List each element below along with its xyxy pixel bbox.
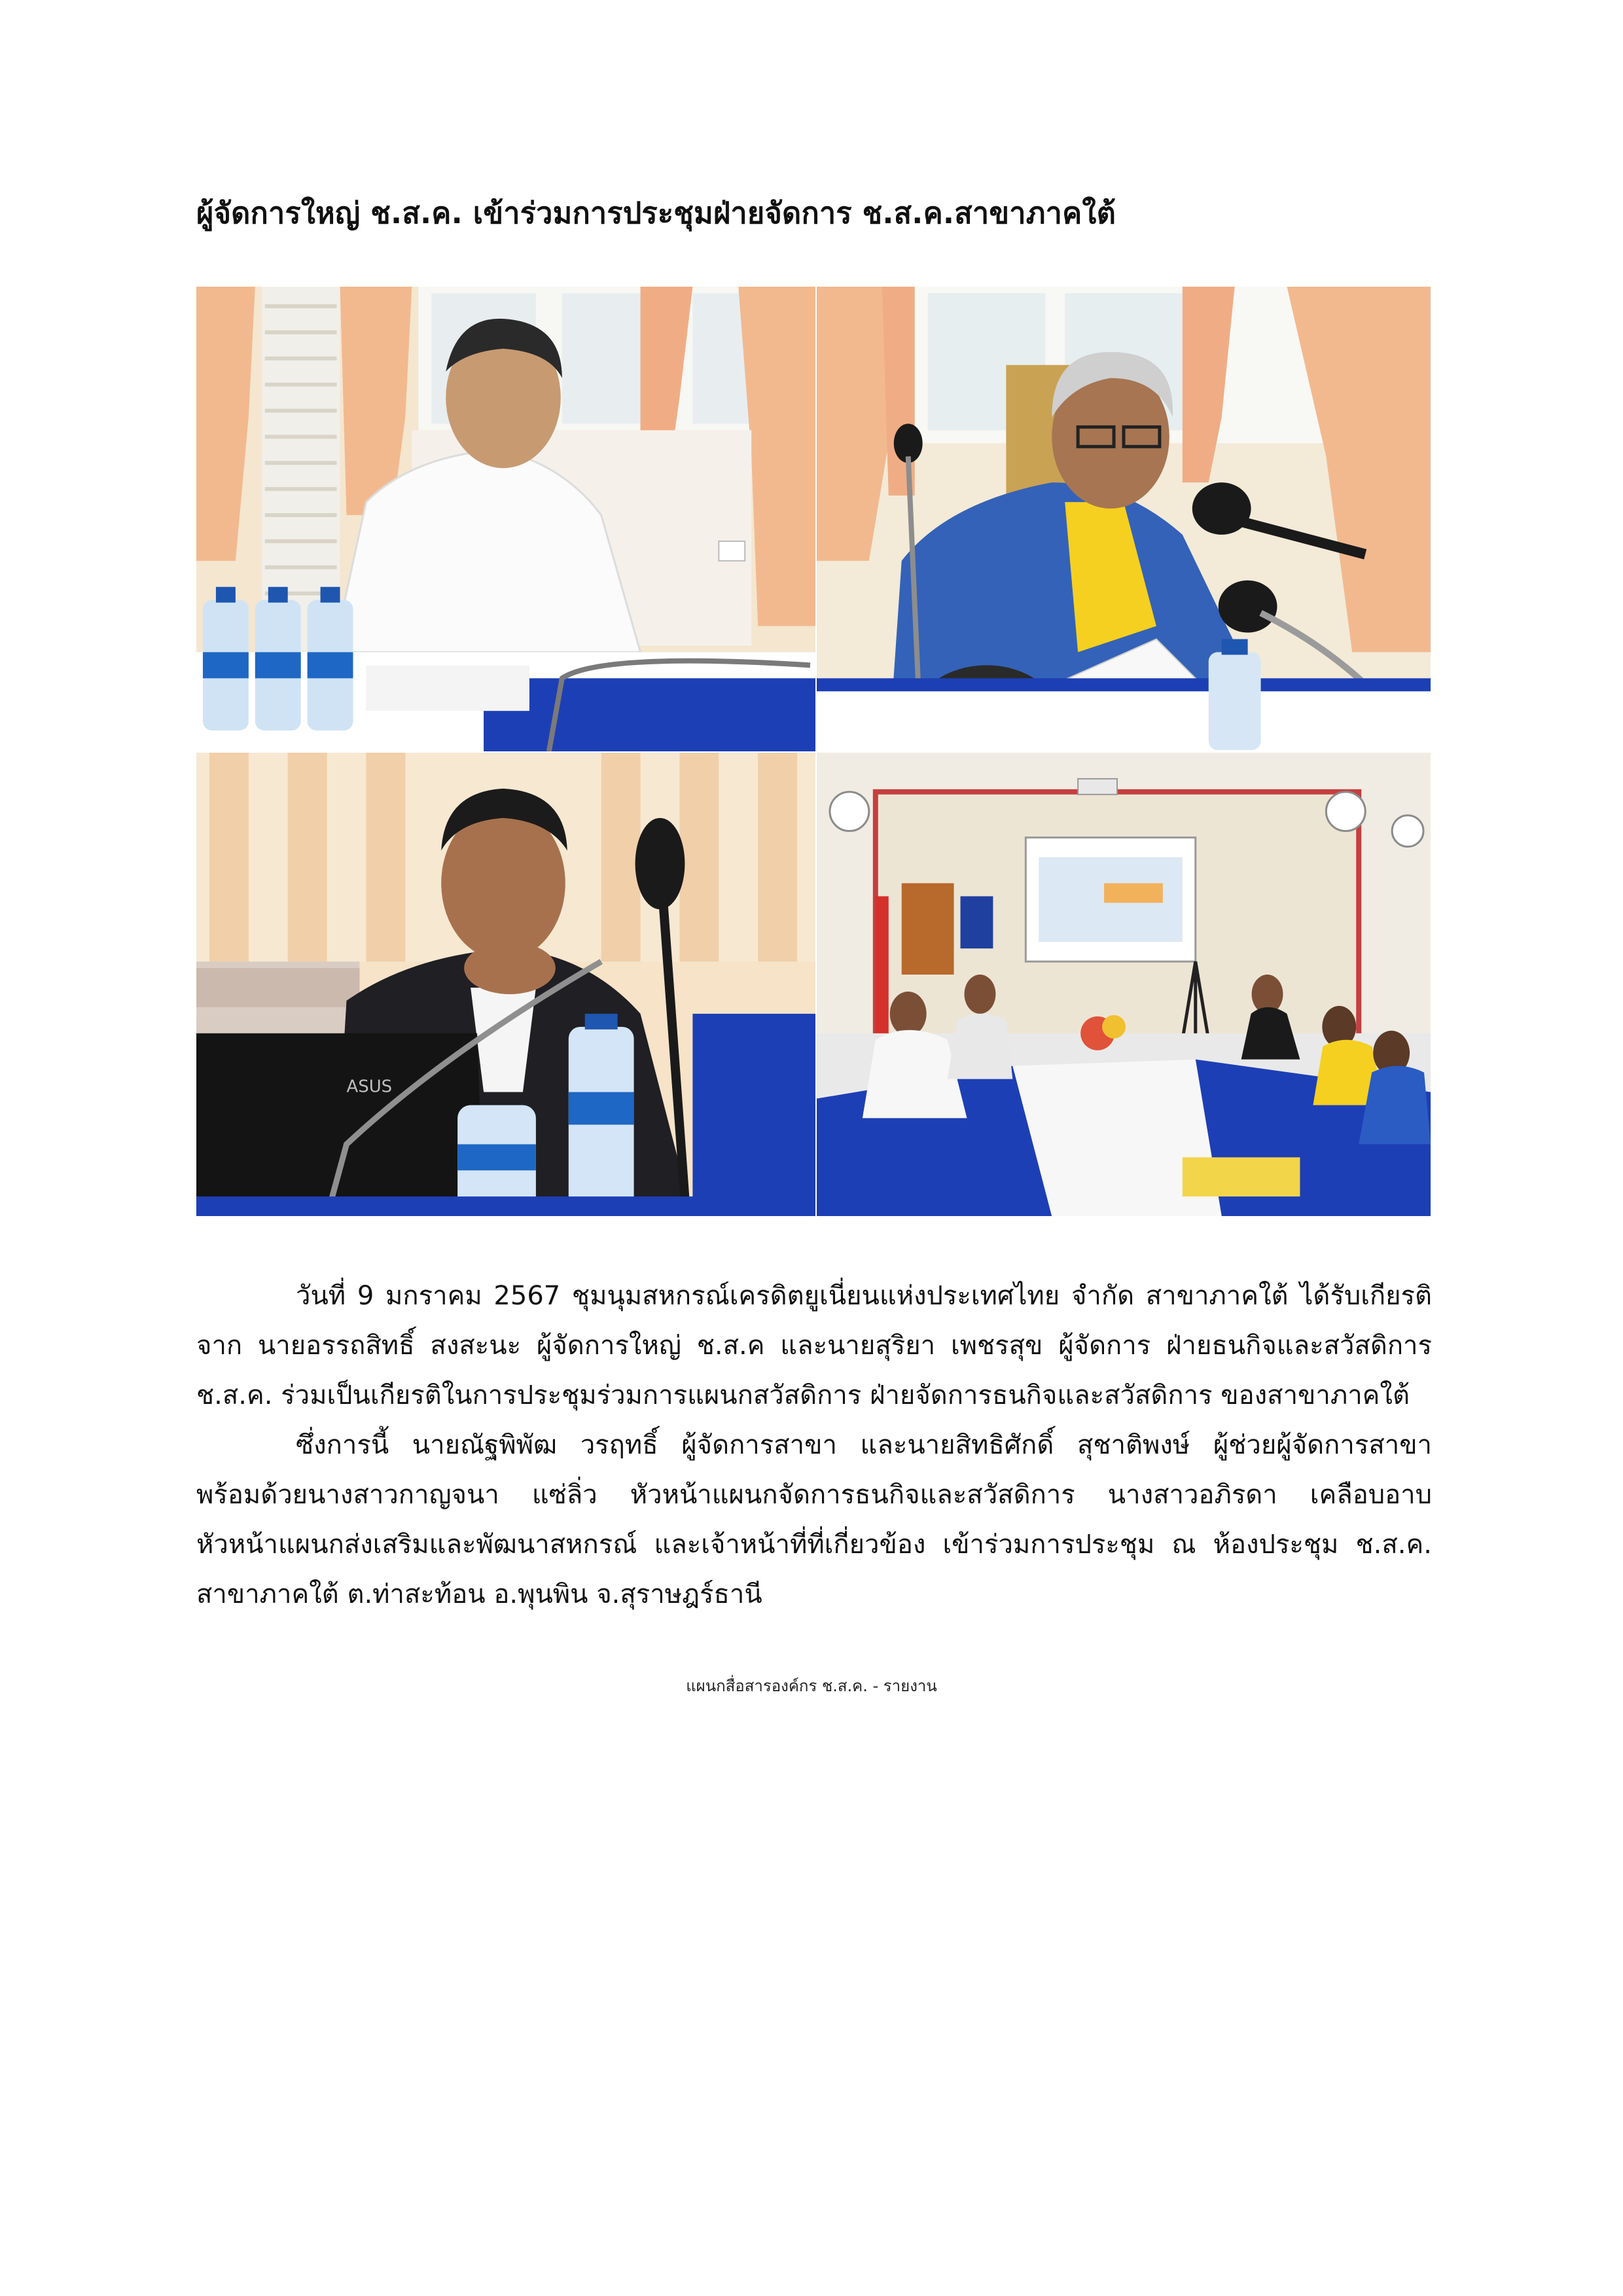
article-title: ผู้จัดการใหญ่ ช.ส.ค. เข้าร่วมการประชุมฝ่ายจัดการ ช.ส.ค.สาขาภาคใต้ xyxy=(196,196,1116,230)
article-body xyxy=(196,1271,1432,1619)
photo-meeting-room xyxy=(817,753,1432,1217)
paragraph-line: หัวหน้าแผนกส่งเสริมและพัฒนาสหกรณ์ และเจ้าหน้าที่ที่เกี่ยวข้อง เข้าร่วมการประชุม ณ ห้องประชุม ช.ส.ค. xyxy=(196,1530,1432,1560)
paragraph-line: ซึ่งการนี้ นายณัฐพิพัฒ วรฤทธิ์ ผู้จัดการสาขา และนายสิทธิศักดิ์ สุชาติพงษ์ ผู้ช่วยผู้จัดการสาขา xyxy=(296,1430,1432,1460)
photo-man-at-laptop xyxy=(196,753,817,1217)
laptop-brand-logo: ASUS xyxy=(346,1077,393,1097)
photo-collage xyxy=(196,287,1432,1217)
footer-credit: แผนกสื่อสารองค์กร ช.ส.ค. - รายงาน xyxy=(686,1677,937,1695)
photo-man-writing xyxy=(196,287,817,753)
paragraph-line: ช.ส.ค. ร่วมเป็นเกียรติในการประชุมร่วมการแผนกสวัสดิการ ฝ่ายจัดการธนกิจและสวัสดิการ ของสาขาภาคใต้ xyxy=(196,1380,1410,1410)
paragraph-line: วันที่ 9 มกราคม 2567 ชุมนุมสหกรณ์เครดิตยูเนี่ยนแห่งประเทศไทย จำกัด สาขาภาคใต้ ได้รับเกียรติ xyxy=(296,1281,1432,1311)
paragraph-1 xyxy=(196,1271,1432,1420)
paragraph-line: พร้อมด้วยนางสาวกาญจนา แซ่ลิ่ว หัวหน้าแผนกจัดการธนกิจและสวัสดิการ นางสาวอภิรดา เคลือบอาบ xyxy=(196,1480,1432,1510)
paragraph-2 xyxy=(196,1420,1432,1619)
paragraph-line: สาขาภาคใต้ ต.ท่าสะท้อน อ.พุนพิน จ.สุราษฎร์ธานี xyxy=(196,1579,762,1609)
photo-man-speaking-microphone xyxy=(817,287,1432,753)
paragraph-line: จาก นายอรรถสิทธิ์ สงสะนะ ผู้จัดการใหญ่ ช.ส.ค และนายสุริยา เพชรสุข ผู้จัดการ ฝ่ายธนกิจและสวัสดิการ xyxy=(196,1331,1432,1361)
